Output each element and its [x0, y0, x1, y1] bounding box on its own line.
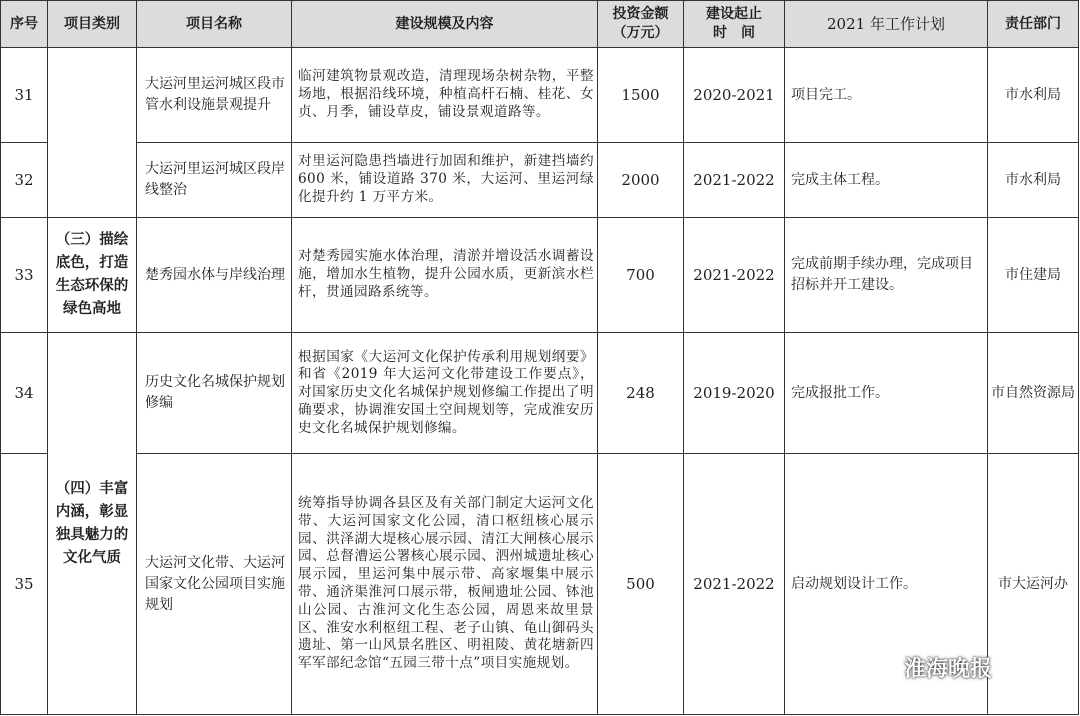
wechat-icon	[862, 654, 896, 682]
header-investment	[598, 1, 684, 48]
header-name: 项目名称	[137, 1, 292, 48]
row-dept: 市大运河办	[988, 454, 1079, 715]
row-period: 2021-2022	[684, 218, 785, 333]
row-dept: 市水利局	[988, 143, 1079, 218]
header-idx: 序号	[1, 1, 48, 48]
row-name: 楚秀园水体与岸线治理	[137, 218, 292, 333]
row-scope: 对楚秀园实施水体治理，清淤并增设活水调蓄设施，增加水生植物，提升公园水质，更新滨水栏杆，贯通园路系统等。	[292, 218, 598, 333]
row-period: 2020-2021	[684, 48, 785, 143]
header-investment-line1: 投资金额	[612, 6, 669, 22]
row-idx: 32	[1, 143, 48, 218]
row-plan: 完成前期手续办理，完成项目招标并开工建设。	[785, 218, 988, 333]
row-name: 大运河里运河城区段市管水利设施景观提升	[137, 48, 292, 143]
header-row	[1, 1, 1079, 48]
row-idx: 35	[1, 454, 48, 715]
header-scope: 建设规模及内容	[292, 1, 598, 48]
row-scope: 统筹指导协调各县区及有关部门制定大运河文化带、大运河国家文化公园，清口枢纽核心展示园、洪泽湖大堤核心展示园、清江大闸核心展示园、总督漕运公署核心展示园、泗州城遗址核心展示园，里运河集中展示带、高家堰集中展示带、通济渠淮河口展示带，板闸遗址公园、钵池山公园、古淮河文化生态公园，周恩来故里景区、淮安水利枢纽工程、老子山镇、龟山御码头遗址、第一山风景名胜区、明祖陵、黄花塘新四军军部纪念馆“五园三带十点”项目实施规划。	[292, 454, 598, 715]
row-scope: 对里运河隐患挡墙进行加固和维护，新建挡墙约 600 米，铺设道路 370 米，大运河、里运河绿化提升约 1 万平方米。	[292, 143, 598, 218]
header-period-line1: 建设起止	[706, 6, 762, 22]
watermark	[862, 652, 992, 683]
table-row	[1, 143, 1079, 218]
row-idx: 33	[1, 218, 48, 333]
category-cell-empty	[48, 48, 137, 218]
header-investment-line2: （万元）	[612, 25, 669, 41]
row-dept: 市住建局	[988, 218, 1079, 333]
header-dept: 责任部门	[988, 1, 1079, 48]
header-period	[684, 1, 785, 48]
row-investment: 500	[598, 454, 684, 715]
row-scope: 根据国家《大运河文化保护传承利用规划纲要》和省《2019 年大运河文化带建设工作要点》，对国家历史文化名城保护规划修编工作提出了明确要求，协调淮安国土空间规划等，完成淮安历史文化名城保护规划修编。	[292, 333, 598, 454]
row-investment: 2000	[598, 143, 684, 218]
table-row	[1, 48, 1079, 143]
row-idx: 31	[1, 48, 48, 143]
row-dept: 市水利局	[988, 48, 1079, 143]
row-name: 历史文化名城保护规划修编	[137, 333, 292, 454]
header-period-line2: 时 间	[713, 25, 755, 41]
table-row	[1, 218, 1079, 333]
row-investment: 700	[598, 218, 684, 333]
row-name: 大运河里运河城区段岸线整治	[137, 143, 292, 218]
watermark-text: 淮海晚报	[904, 657, 993, 682]
row-investment: 1500	[598, 48, 684, 143]
header-category: 项目类别	[48, 1, 137, 48]
category-cell: （三）描绘底色，打造生态环保的绿色高地	[48, 218, 137, 333]
row-plan: 启动规划设计工作。	[785, 454, 988, 715]
table-row	[1, 333, 1079, 454]
header-plan: 2021 年工作计划	[785, 1, 988, 48]
row-period: 2021-2022	[684, 143, 785, 218]
row-period: 2021-2022	[684, 454, 785, 715]
row-name: 大运河文化带、大运河国家文化公园项目实施规划	[137, 454, 292, 715]
row-plan: 完成主体工程。	[785, 143, 988, 218]
row-investment: 248	[598, 333, 684, 454]
row-dept: 市自然资源局	[988, 333, 1079, 454]
row-idx: 34	[1, 333, 48, 454]
row-plan: 完成报批工作。	[785, 333, 988, 454]
row-plan: 项目完工。	[785, 48, 988, 143]
category-cell: （四）丰富内涵，彰显独具魅力的文化气质	[48, 333, 137, 715]
row-period: 2019-2020	[684, 333, 785, 454]
row-scope: 临河建筑物景观改造，清理现场杂树杂物，平整场地，根据沿线环境，种植高杆石楠、桂花、女贞、月季，铺设草皮，铺设景观道路等。	[292, 48, 598, 143]
